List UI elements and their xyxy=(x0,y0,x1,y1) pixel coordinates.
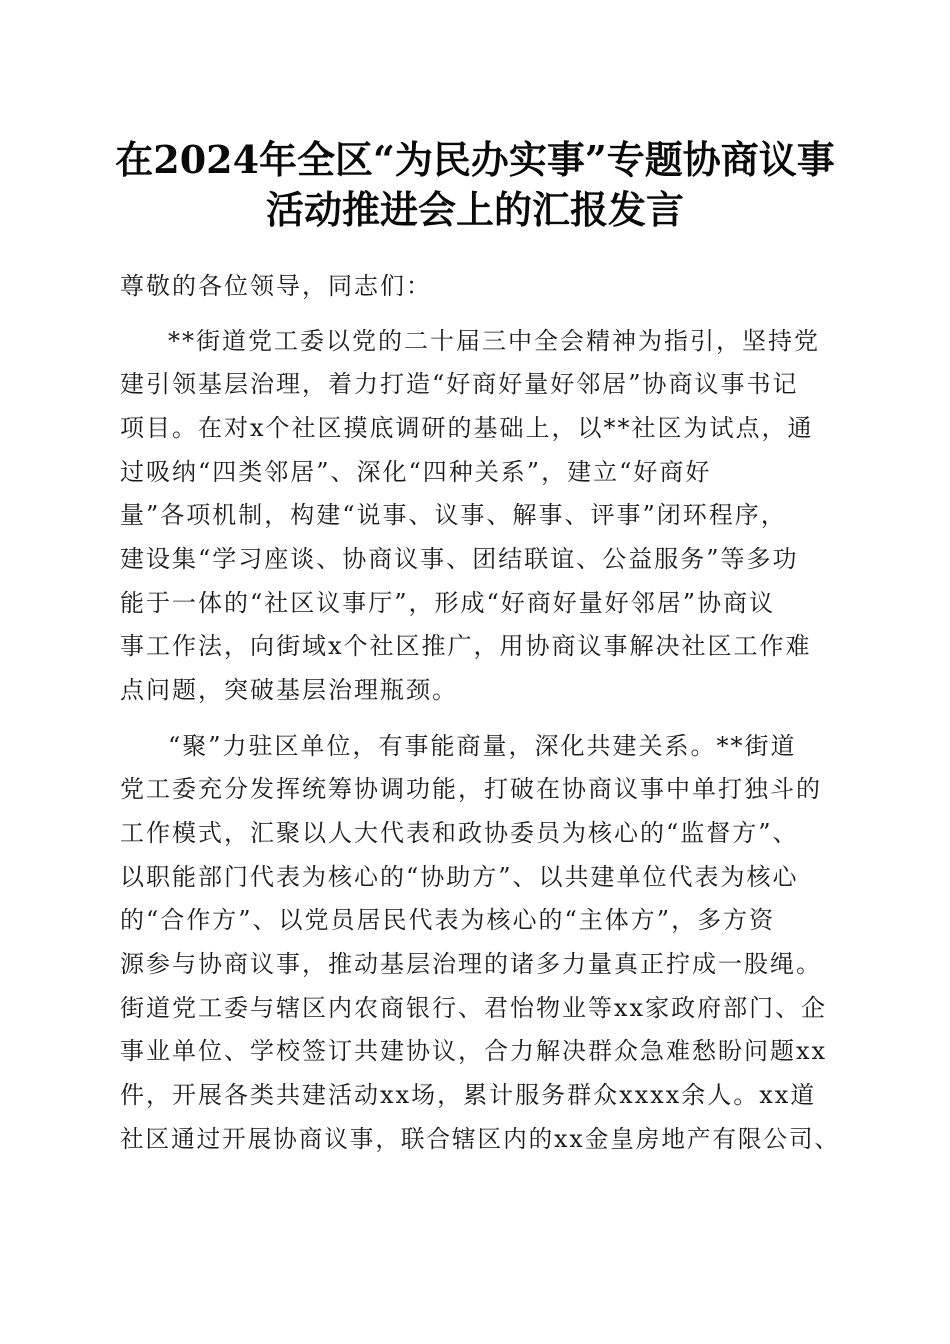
document-title-line-1: 在2024年全区“为民办实事”专题协商议事 xyxy=(115,137,835,182)
document-title-line-2: 活动推进会上的汇报发言 xyxy=(265,187,684,232)
paragraph-2-line-4: 以职能部门代表为核心的“协助方”、以共建单位代表为核心 xyxy=(120,863,799,891)
paragraph-1-line-7: 能于一体的“社区议事厅”，形成“好商好量好邻居”协商议 xyxy=(120,589,776,617)
paragraph-1-line-4: 过吸纳“四类邻居”、深化“四种关系”，建立“好商好 xyxy=(120,458,712,486)
paragraph-2-line-5: 的“合作方”、以党员居民代表为核心的“主体方”，多方资 xyxy=(120,906,776,934)
paragraph-1-line-3: 项目。在对x个社区摸底调研的基础上，以**社区为试点，通 xyxy=(120,414,814,442)
paragraph-2-line-7: 街道党工委与辖区内农商银行、君怡物业等xx家政府部门、企 xyxy=(120,994,828,1022)
salutation: 尊敬的各位领导，同志们： xyxy=(120,272,432,300)
paragraph-2-line-3: 工作模式，汇聚以人大代表和政协委员为核心的“监督方”、 xyxy=(120,819,799,847)
paragraph-2-line-8: 事业单位、学校签订共建协议，合力解决群众急难愁盼问题xx xyxy=(120,1037,828,1065)
paragraph-1-line-5: 量”各项机制，构建“说事、议事、解事、评事”闭环程序， xyxy=(120,501,787,529)
paragraph-1-line-8: 事工作法，向街域x个社区推广，用协商议事解决社区工作难 xyxy=(120,632,812,660)
paragraph-1-line-1: **街道党工委以党的二十届三中全会精神为指引，坚持党 xyxy=(168,327,820,355)
paragraph-1-line-9: 点问题，突破基层治理瓶颈。 xyxy=(120,676,458,704)
paragraph-2-line-10: 社区通过开展协商议事，联合辖区内的xx金皇房地产有限公司、 xyxy=(120,1125,841,1153)
paragraph-1-line-2: 建引领基层治理，着力打造“好商好量好邻居”协商议事书记 xyxy=(120,370,799,398)
paragraph-2-line-6: 源参与协商议事，推动基层治理的诸多力量真正拧成一股绳。 xyxy=(120,950,822,978)
paragraph-2-line-1: “聚”力驻区单位，有事能商量，深化共建关系。**街道 xyxy=(168,732,797,760)
paragraph-2-line-9: 件，开展各类共建活动xx场，累计服务群众xxxx余人。xx道 xyxy=(120,1081,817,1109)
paragraph-1-line-6: 建设集“学习座谈、协商议事、团结联谊、公益服务”等多功 xyxy=(120,545,799,573)
paragraph-2-line-2: 党工委充分发挥统筹协调功能，打破在协商议事中单打独斗的 xyxy=(120,775,822,803)
